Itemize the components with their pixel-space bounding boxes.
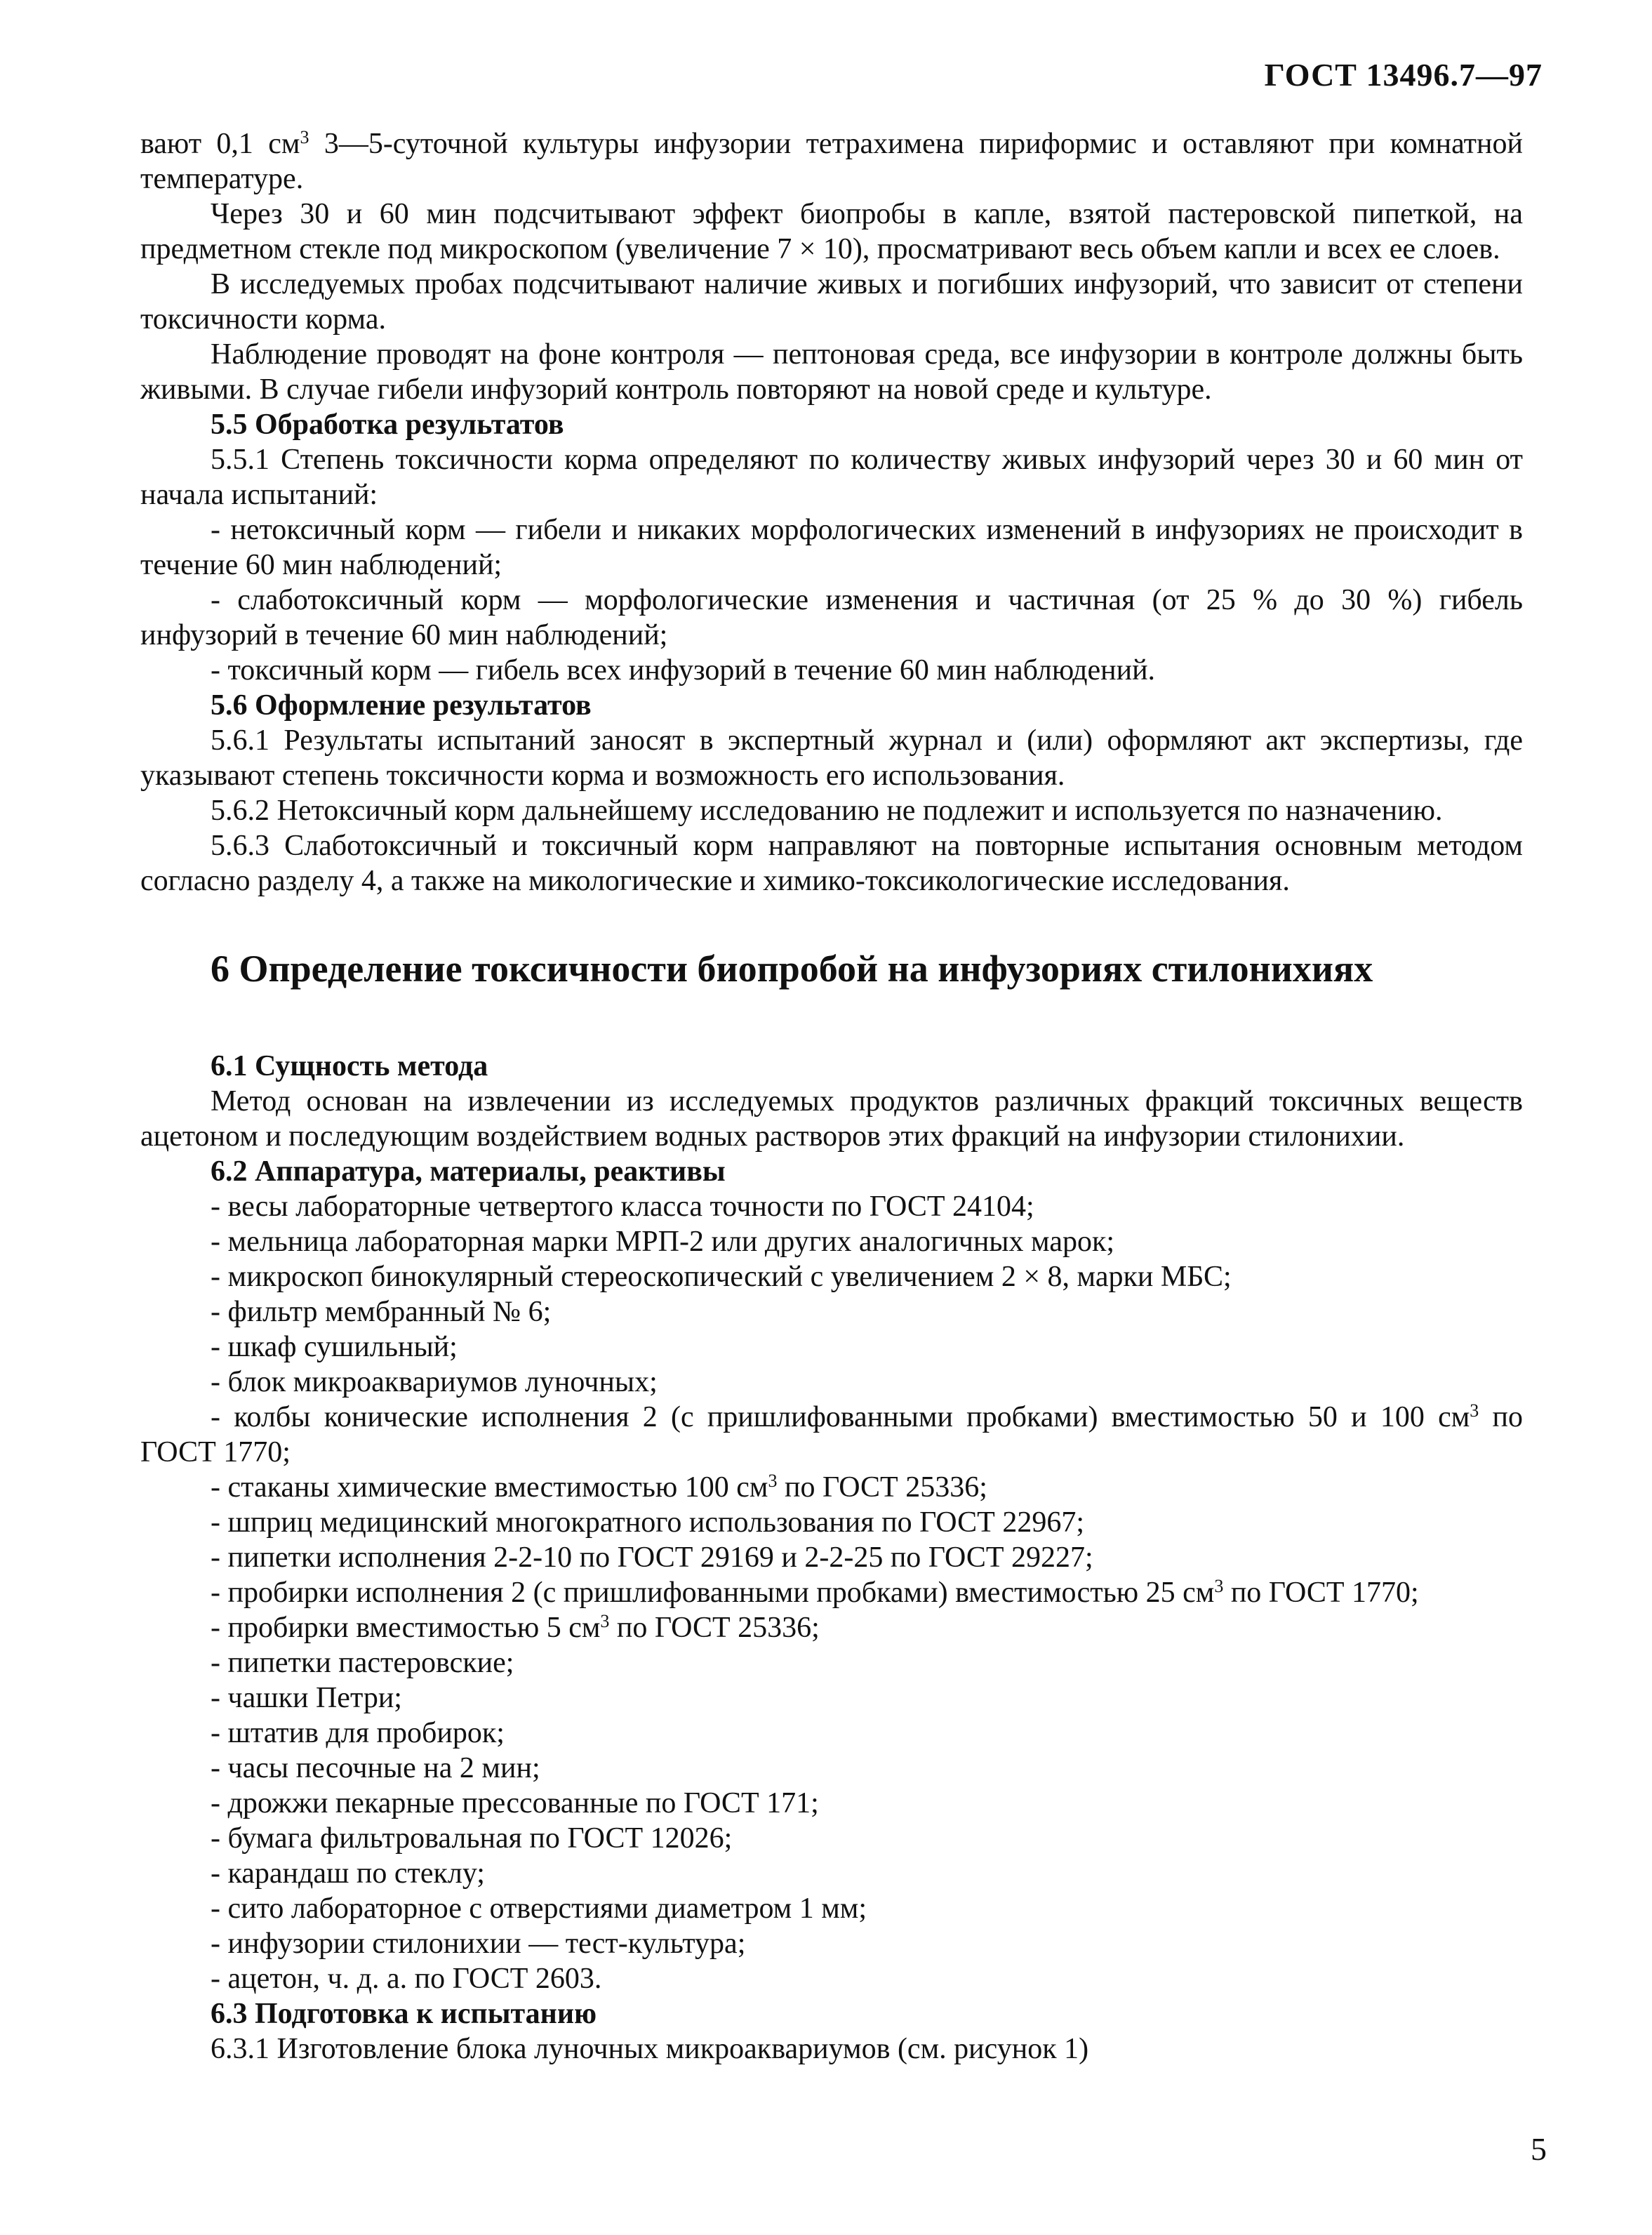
list-item: - фильтр мембранный № 6; [211,1296,552,1328]
subsection-heading-6-2: 6.2 Аппаратура, материалы, реактивы [211,1155,726,1188]
list-item: - дрожжи пекарные прессованные по ГОСТ 171; [211,1787,819,1819]
list-item: - чашки Петри; [211,1682,402,1714]
page-content [140,126,1523,2067]
paragraph-6-3-1: 6.3.1 Изготовление блока луночных микроаквариумов (см. рисунок 1) [211,2033,1089,2065]
paragraph-5-6-1: 5.6.1 Результаты испытаний заносят в экспертный журнал и (или) оформляют акт экспертизы, где указывают степень токсичности корма и возможность его использования. [140,724,1523,792]
definition-weakly-toxic: - слаботоксичный корм — морфологические изменения и частичная (от 25 % до 30 %) гибель инфузорий в течение 60 мин наблюдений; [140,584,1523,651]
section-heading-6: 6 Определение токсичности биопробой на инфузориях стилонихиях [211,948,1373,990]
superscript: 3 [768,1471,778,1491]
text-run: по ГОСТ 25336; [777,1471,987,1504]
text-run: 3—5-суточной культуры инфузории тетрахимена пириформис и оставляют при комнатной температуре. [140,128,1523,195]
paragraph-count-effect: Через 30 и 60 мин подсчитывают эффект биопробы в капле, взятой пастеровской пипеткой, на предметном стекле под микроскопом (увеличение 7 × 10), просматривают весь объем капли и всех ее слоев. [140,198,1523,265]
definition-nontoxic: - нетоксичный корм — гибели и никаких морфологических изменений в инфузориях не происходит в течение 60 мин наблюдений; [140,514,1523,581]
text-run: по ГОСТ 1770; [140,1401,1524,1468]
list-item [140,1400,1523,1470]
list-item [140,1470,1523,1505]
paragraph-6-1: Метод основан на извлечении из исследуемых продуктов различных фракций токсичных веществ ацетоном и последующим воздействием водных растворов этих фракций на инфузории стилонихии. [140,1085,1523,1153]
paragraph-culture [140,126,1523,197]
page-number: 5 [1531,2131,1547,2167]
list-item: - бумага фильтровальная по ГОСТ 12026; [211,1822,733,1855]
subsection-heading-5-5: 5.5 Обработка результатов [211,409,564,441]
list-item [140,1610,1523,1645]
text-run: - стаканы химические вместимостью 100 см [211,1471,768,1504]
list-item: - сито лабораторное с отверстиями диаметром 1 мм; [211,1892,867,1925]
equipment-list [140,1189,1523,1996]
list-item: - пипетки исполнения 2-2-10 по ГОСТ 29169 и 2-2-25 по ГОСТ 29227; [211,1541,1093,1574]
text-run: по ГОСТ 1770; [1223,1577,1419,1609]
subsection-heading-6-3: 6.3 Подготовка к испытанию [211,1998,597,2030]
superscript: 3 [300,127,309,147]
paragraph-5-6-2: 5.6.2 Нетоксичный корм дальнейшему исследованию не подлежит и используется по назначению. [211,795,1443,827]
list-item: - блок микроаквариумов луночных; [211,1366,658,1398]
text-run: - колбы конические исполнения 2 (с пришлифованными пробками) вместимостью 50 и 100 см [211,1401,1470,1433]
list-item: - микроскоп бинокулярный стереоскопический с увеличением 2 × 8, марки МБС; [211,1261,1232,1293]
paragraph-samples: В исследуемых пробах подсчитывают наличие живых и погибших инфузорий, что зависит от степени токсичности корма. [140,268,1523,336]
superscript: 3 [600,1611,610,1631]
list-item: - инфузории стилонихии — тест-культура; [211,1928,746,1960]
list-item: - ацетон, ч. д. а. по ГОСТ 2603. [211,1963,602,1995]
list-item: - мельница лабораторная марки МРП-2 или других аналогичных марок; [211,1226,1115,1258]
text-run: - пробирки исполнения 2 (с пришлифованными пробками) вместимостью 25 см [211,1577,1215,1609]
document-code-header: ГОСТ 13496.7—97 [1264,57,1543,93]
paragraph-5-6-3: 5.6.3 Слаботоксичный и токсичный корм направляют на повторные испытания основным методом согласно разделу 4, а также на микологические и химико-токсикологические исследования. [140,830,1523,897]
superscript: 3 [1470,1400,1479,1421]
list-item [140,1575,1523,1610]
text-run: вают 0,1 см [140,128,300,160]
text-run: - пробирки вместимостью 5 см [211,1612,601,1644]
list-item: - весы лабораторные четвертого класса точности по ГОСТ 24104; [211,1191,1034,1223]
list-item: - шприц медицинский многократного использования по ГОСТ 22967; [211,1506,1084,1539]
paragraph-control: Наблюдение проводят на фоне контроля — пептоновая среда, все инфузории в контроле должны быть живыми. В случае гибели инфузорий контроль повторяют на новой среде и культуре. [140,338,1523,406]
list-item: - пипетки пастеровские; [211,1647,514,1679]
list-item: - карандаш по стеклу; [211,1857,485,1890]
list-item: - штатив для пробирок; [211,1717,505,1749]
subsection-heading-5-6: 5.6 Оформление результатов [211,689,592,722]
definition-toxic: - токсичный корм — гибель всех инфузорий в течение 60 мин наблюдений. [211,654,1156,687]
list-item: - шкаф сушильный; [211,1331,458,1363]
list-item: - часы песочные на 2 мин; [211,1752,540,1784]
superscript: 3 [1214,1576,1224,1596]
text-run: по ГОСТ 25336; [609,1612,820,1644]
paragraph-5-5-1: 5.5.1 Степень токсичности корма определяют по количеству живых инфузорий через 30 и 60 мин от начала испытаний: [140,444,1523,511]
subsection-heading-6-1: 6.1 Сущность метода [211,1050,488,1082]
